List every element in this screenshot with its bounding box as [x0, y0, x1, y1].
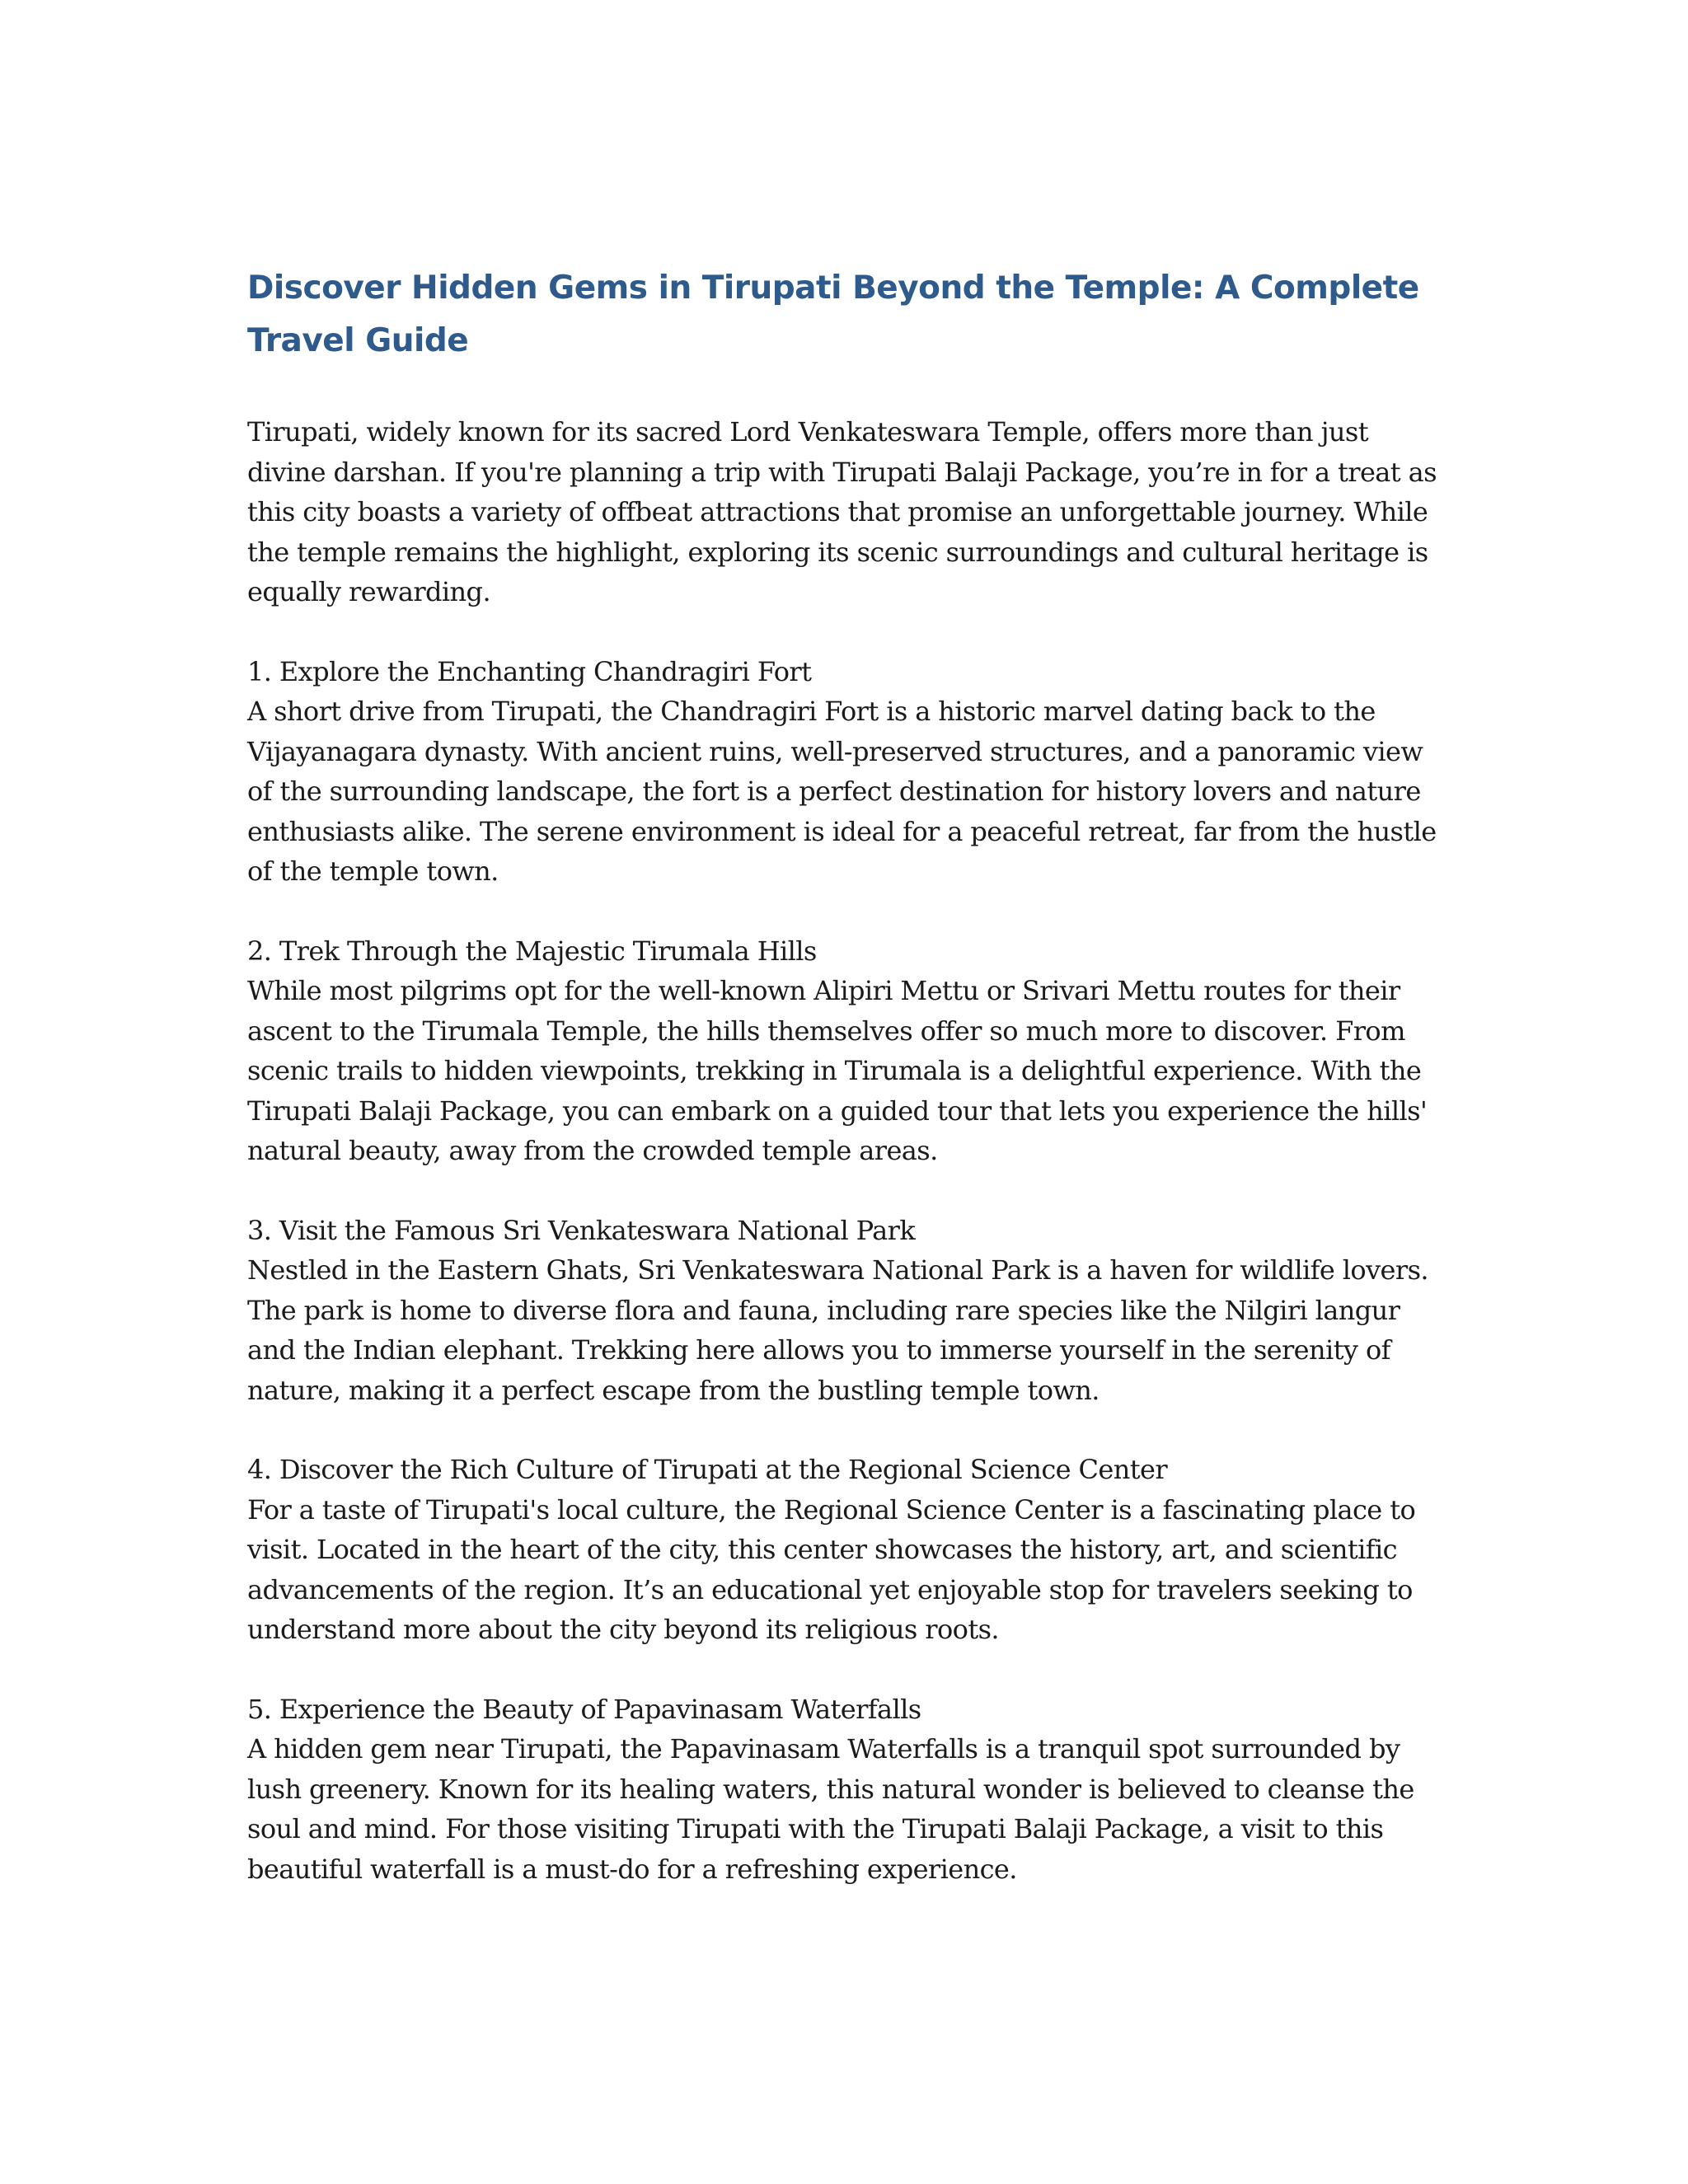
section-national-park	[247, 1211, 1451, 1411]
document-title: Discover Hidden Gems in Tirupati Beyond the Temple: A Complete Travel Guide	[247, 269, 1419, 359]
section-heading: 2. Trek Through the Majestic Tirumala Hills	[247, 935, 817, 967]
section-heading: 5. Experience the Beauty of Papavinasam Waterfalls	[247, 1693, 921, 1725]
section-body: Nestled in the Eastern Ghats, Sri Venkateswara National Park is a haven for wildlife lovers. The park is home to diverse flora and fauna, including rare species like the Nilgiri langur and the Indian elephant. Trekking here allows you to immerse yourself in the serenity of nature, making it a perfect escape from the bustling temple town.	[247, 1254, 1428, 1406]
section-heading: 4. Discover the Rich Culture of Tirupati at the Regional Science Center	[247, 1454, 1168, 1485]
section-chandragiri-fort	[247, 652, 1451, 892]
section-heading: 3. Visit the Famous Sri Venkateswara National Park	[247, 1214, 916, 1246]
section-heading: 1. Explore the Enchanting Chandragiri Fort	[247, 655, 812, 687]
section-body: For a taste of Tirupati's local culture, the Regional Science Center is a fascinating place to visit. Located in the heart of the city, this center showcases the history, art, and scientific advancements of the region. It’s an educational yet enjoyable stop for travelers seeking to understand more about the city beyond its religious roots.	[247, 1493, 1416, 1645]
section-tirumala-hills	[247, 931, 1451, 1171]
section-body: A hidden gem near Tirupati, the Papavinasam Waterfalls is a tranquil spot surrounded by lush greenery. Known for its healing waters, this natural wonder is believed to cleanse the soul and mind. For those visiting Tirupati with the Tirupati Balaji Package, a visit to this beautiful waterfall is a must-do for a refreshing experience.	[247, 1733, 1414, 1885]
section-papavinasam-waterfalls	[247, 1690, 1451, 1890]
intro-paragraph: Tirupati, widely known for its sacred Lord Venkateswara Temple, offers more than just divine darshan. If you're planning a trip with Tirupati Balaji Package, you’re in for a treat as this city boasts a variety of offbeat attractions that promise an unforgettable journey. While the temple remains the highlight, exploring its scenic surroundings and cultural heritage is equally rewarding.	[247, 416, 1437, 607]
section-body: While most pilgrims opt for the well-known Alipiri Mettu or Srivari Mettu routes for their ascent to the Tirumala Temple, the hills themselves offer so much more to discover. From scenic trails to hidden viewpoints, trekking in Tirumala is a delightful experience. With the Tirupati Balaji Package, you can embark on a guided tour that lets you experience the hills' natural beauty, away from the crowded temple areas.	[247, 975, 1428, 1166]
section-body: A short drive from Tirupati, the Chandragiri Fort is a historic marvel dating back to the Vijayanagara dynasty. With ancient ruins, well-preserved structures, and a panoramic view of the surrounding landscape, the fort is a perfect destination for history lovers and nature enthusiasts alike. The serene environment is ideal for a peaceful retreat, far from the hustle of the temple town.	[247, 696, 1437, 887]
document-content	[247, 262, 1451, 1889]
section-science-center	[247, 1450, 1451, 1650]
